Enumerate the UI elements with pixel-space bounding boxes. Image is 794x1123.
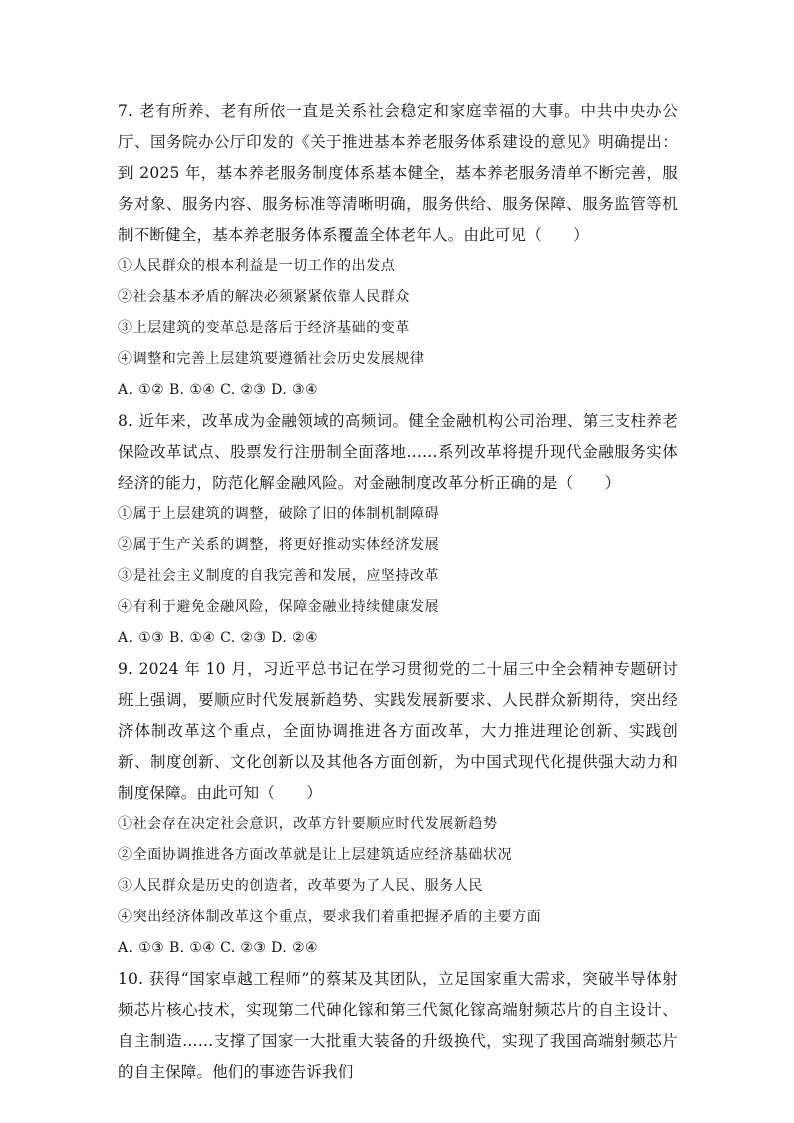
question-10 (118, 964, 678, 1088)
option-item: ③上层建筑的变革总是落后于经济基础的变革 (118, 320, 410, 336)
question-9 (118, 654, 678, 964)
option-list (118, 251, 678, 375)
answer-choices: A. ①③ B. ①④ C. ②③ D. ②④ (118, 940, 318, 956)
option-item: ①社会存在决定社会意识，改革方针要顺应时代发展新趋势 (118, 816, 498, 832)
question-stem: 7. 老有所养、老有所依一直是关系社会稳定和家庭幸福的大事。中共中央办公厅、国务院办公厅印发的《关于推进基本养老服务体系建设的意见》明确提出：到 2025 年，基本养老服务制度体系基本健全，基本养老服务清单不断完善，服务对象、服务内容、服务标准等清晰明确，服务供给、服务保障、服务监管等机制不断健全，基本养老服务体系覆盖全体老年人。由此可见（ ） (118, 102, 678, 244)
option-item: ②社会基本矛盾的解决必须紧紧依靠人民群众 (118, 289, 410, 305)
answer-choices: A. ①② B. ①④ C. ②③ D. ③④ (118, 382, 318, 398)
option-list (118, 809, 678, 933)
option-item: ②属于生产关系的调整，将更好推动实体经济发展 (118, 537, 440, 553)
option-item: ④有利于避免金融风险，保障金融业持续健康发展 (118, 599, 440, 615)
question-stem: 9. 2024 年 10 月，习近平总书记在学习贯彻党的二十届三中全会精神专题研讨班上强调，要顺应时代发展新趋势、实践发展新要求、人民群众新期待，突出经济体制改革这个重点，全面协调推进各方面改革，大力推进理论创新、实践创新、制度创新、文化创新以及其他各方面创新，为中国式现代化提供强大动力和制度保障。由此可知（ ） (118, 660, 678, 802)
option-item: ②全面协调推进各方面改革就是让上层建筑适应经济基础状况 (118, 847, 513, 863)
option-item: ④调整和完善上层建筑要遵循社会历史发展规律 (118, 351, 425, 367)
option-item: ①人民群众的根本利益是一切工作的出发点 (118, 258, 396, 274)
answer-choices: A. ①③ B. ①④ C. ②③ D. ②④ (118, 630, 318, 646)
question-stem: 8. 近年来，改革成为金融领域的高频词。健全金融机构公司治理、第三支柱养老保险改革试点、股票发行注册制全面落地……系列改革将提升现代金融服务实体经济的能力，防范化解金融风险。对金融制度改革分析正确的是（ ） (118, 412, 678, 492)
option-item: ④突出经济体制改革这个重点，要求我们着重把握矛盾的主要方面 (118, 909, 542, 925)
option-list (118, 499, 678, 623)
option-item: ③人民群众是历史的创造者，改革要为了人民、服务人民 (118, 878, 483, 894)
question-stem: 10. 获得“国家卓越工程师”的蔡某及其团队，立足国家重大需求，突破半导体射频芯片核心技术，实现第二代砷化镓和第三代氮化镓高端射频芯片的自主设计、自主制造……支撑了国家一大批重大装备的升级换代，实现了我国高端射频芯片的自主保障。他们的事迹告诉我们 (118, 970, 678, 1081)
option-item: ①属于上层建筑的调整，破除了旧的体制机制障碍 (118, 506, 440, 522)
question-7 (118, 96, 678, 406)
question-8 (118, 406, 678, 654)
exam-page (118, 96, 678, 1088)
option-item: ③是社会主义制度的自我完善和发展，应坚持改革 (118, 568, 440, 584)
